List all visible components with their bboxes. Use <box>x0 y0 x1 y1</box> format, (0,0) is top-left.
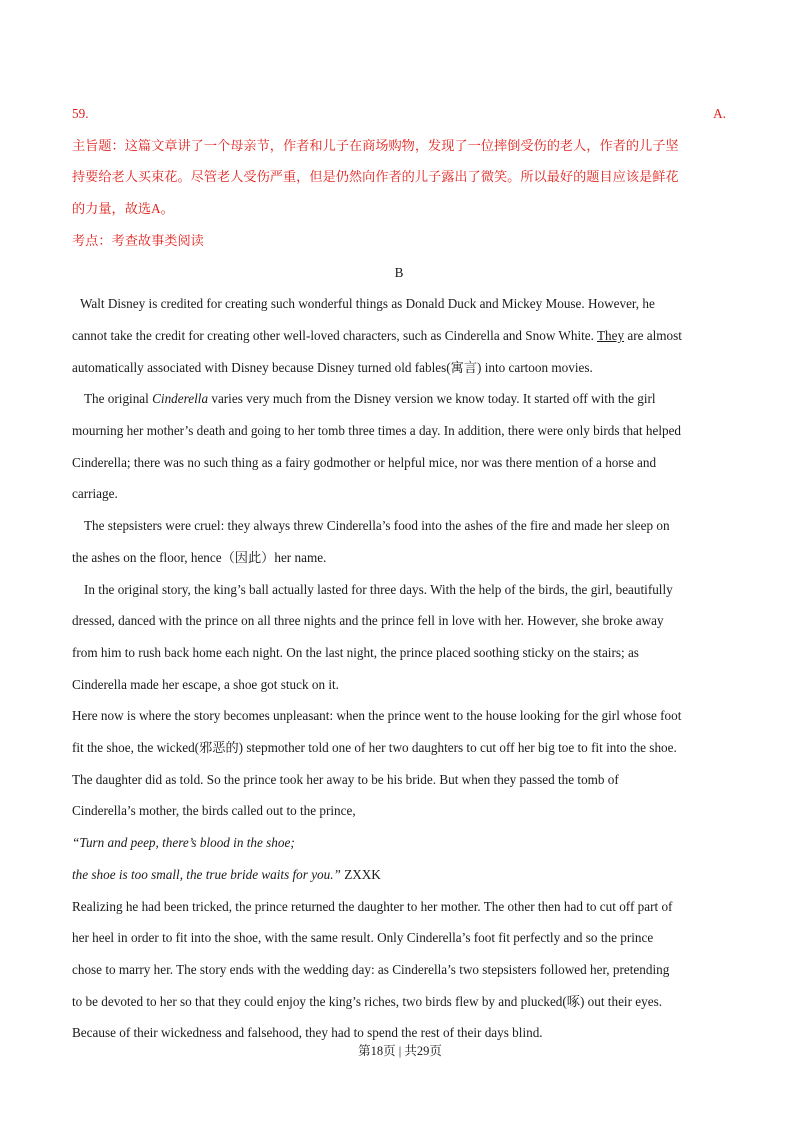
test-point: 考点：考查故事类阅读 <box>72 232 204 248</box>
italic-title-cinderella: Cinderella <box>152 391 209 407</box>
paragraph-line: Walt Disney is credited for creating such wonderful things as Donald Duck and Mickey Mouse. However, he <box>80 296 655 312</box>
paragraph-line: from him to rush back home each night. On the last night, the prince placed soothing sticky on the stairs; as <box>72 644 639 660</box>
underlined-word-they: They <box>596 327 625 343</box>
paragraph-1 <box>72 288 726 383</box>
paragraph-line: The stepsisters were cruel: they always threw Cinderella’s food into the ashes of the fire and made her sleep on <box>84 518 670 534</box>
poem-line: “Turn and peep, there’s blood in the shoe; <box>72 835 295 851</box>
paragraph-3 <box>72 510 726 573</box>
paragraph-4 <box>72 574 726 701</box>
paragraph-line: chose to marry her. The story ends with the wedding day: as Cinderella’s two stepsisters followed her, pretending <box>72 961 670 977</box>
paragraph-line: In the original story, the king’s ball actually lasted for three days. With the help of the birds, the girl, beautifully <box>84 581 673 597</box>
paragraph-5 <box>72 700 726 827</box>
poem-quote <box>72 827 726 890</box>
text-span: varies very much from the Disney version we know today. It started off with the girl <box>208 391 656 407</box>
paragraph-line: fit the shoe, the wicked(邪恶的) stepmother told one of her two daughters to cut off her big toe to fit into the shoe. <box>72 740 677 756</box>
paragraph-line: Cinderella made her escape, a shoe got stuck on it. <box>72 676 339 692</box>
text-span: the shoe is too small, the true bride waits for you.” <box>72 866 341 882</box>
paragraph-line: the ashes on the floor, hence（因此）her name. <box>72 549 327 565</box>
answer-choice: A. <box>713 106 726 121</box>
paragraph-line: Cinderella; there was no such thing as a fairy godmother or helpful mice, nor was there mention of a horse and <box>72 454 657 470</box>
paragraph-line: her heel in order to fit into the shoe, with the same result. Only Cinderella’s foot fit perfectly and so the prince <box>72 930 654 946</box>
paragraph-line: dressed, danced with the prince on all three nights and the prince fell in love with her. However, she broke away <box>72 613 664 629</box>
text-span: cannot take the credit for creating other well-loved characters, such as Cinderella and Snow White. <box>72 327 597 343</box>
page-footer: 第18页 | 共29页 <box>358 1044 442 1058</box>
watermark-text: ZXXK <box>340 866 381 882</box>
text-span: The original <box>84 391 153 407</box>
paragraph-line: The daughter did as told. So the prince took her away to be his bride. But when they passed the tomb of <box>72 771 619 787</box>
answer-header <box>72 98 726 130</box>
question-number: 59. <box>72 106 89 121</box>
paragraph-line: Here now is where the story becomes unpleasant: when the prince went to the house looking for the girl whose foot <box>72 708 682 724</box>
paragraph-line <box>72 320 726 352</box>
document-body <box>72 98 726 1049</box>
paragraph-line: carriage. <box>72 486 118 502</box>
section-label: B <box>394 264 404 280</box>
paragraph-line: Because of their wickedness and falsehood, they had to spend the rest of their days blind. <box>72 1025 543 1041</box>
paragraph-line: mourning her mother’s death and going to her tomb three times a day. In addition, there were only birds that helped <box>72 423 682 439</box>
paragraph-line: automatically associated with Disney because Disney turned old fables(寓言) into cartoon movies. <box>72 359 593 375</box>
text-span: are almost <box>624 327 682 343</box>
paragraph-6 <box>72 891 726 1050</box>
paragraph-line <box>72 383 726 415</box>
main-idea-line-3: 的力量，故选A。 <box>72 201 174 217</box>
paragraph-line: to be devoted to her so that they could enjoy the king’s riches, two birds flew by and plucked(啄) out their eyes. <box>72 993 662 1009</box>
paragraph-line: Realizing he had been tricked, the prince returned the daughter to her mother. The other then had to cut off part of <box>72 898 673 914</box>
main-idea-line-2: 持要给老人买束花。尽管老人受伤严重，但是仍然向作者的儿子露出了微笑。所以最好的题目应该是鲜花 <box>72 169 679 185</box>
paragraph-line: Cinderella’s mother, the birds called out to the prince, <box>72 803 356 819</box>
poem-line <box>72 859 726 891</box>
main-idea-line-1: 主旨题：这篇文章讲了一个母亲节，作者和儿子在商场购物，发现了一位摔倒受伤的老人，作者的儿子坚 <box>72 137 679 153</box>
paragraph-2 <box>72 383 726 510</box>
